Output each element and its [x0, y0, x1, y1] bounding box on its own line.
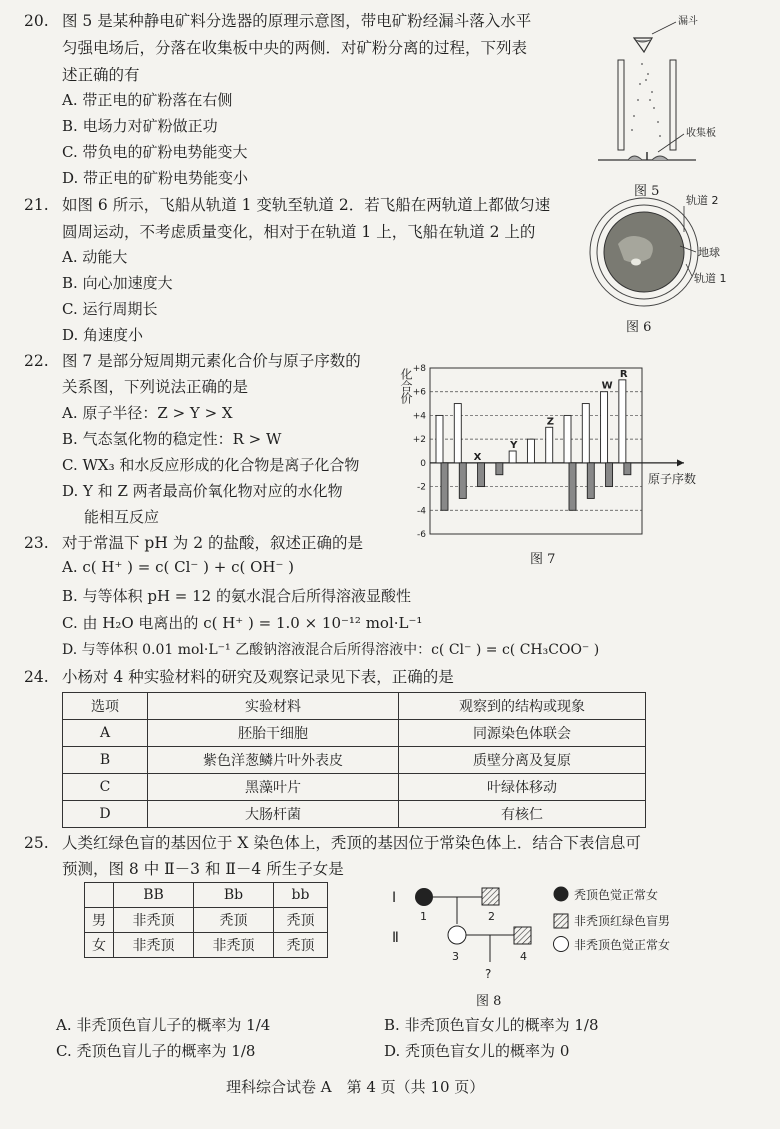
legend-normal-female-icon — [554, 937, 569, 952]
table-header-row: 选项 实验材料 观察到的结构或现象 — [63, 693, 646, 720]
q20-stem-line1: 图 5 是某种静电矿料分选器的原理示意图，带电矿粉经漏斗落入水平 — [62, 12, 532, 30]
q23-option-a[interactable]: A. c( H⁺ ) = c( Cl⁻ ) + c( OH⁻ ) — [62, 558, 295, 576]
q24-stem: 小杨对 4 种实验材料的研究及观察记录见下表，正确的是 — [62, 668, 454, 686]
figure-8-pedigree — [384, 878, 704, 990]
figure-6-orbits — [588, 192, 774, 314]
y-tick-label: -2 — [417, 482, 426, 493]
q20-option-a[interactable]: A. 带正电的矿粉落在右侧 — [62, 91, 233, 109]
positive-bar — [509, 451, 516, 463]
q20-number: 20. — [24, 12, 49, 30]
figure-6-caption: 图 6 — [626, 320, 652, 335]
svg-text:4: 4 — [520, 950, 527, 963]
table-row: C 黑藻叶片 叶绿体移动 — [63, 774, 646, 801]
svg-text:1: 1 — [420, 910, 427, 923]
svg-text:2: 2 — [488, 910, 495, 923]
q24-number: 24. — [24, 668, 49, 686]
q25-stem-line1: 人类红绿色盲的基因位于 X 染色体上，秃顶的基因位于常染色体上．结合下表信息可 — [62, 834, 641, 852]
q21-option-b[interactable]: B. 向心加速度大 — [62, 274, 173, 292]
q24-table — [62, 692, 646, 828]
negative-bar — [459, 463, 466, 499]
y-tick-label: +2 — [412, 435, 426, 446]
q21-option-d[interactable]: D. 角速度小 — [62, 326, 144, 344]
element-label-w: W — [601, 380, 613, 392]
positive-bar — [601, 392, 608, 463]
table-header-row: BB Bb bb — [85, 883, 328, 908]
y-axis-label: 化合价 — [399, 368, 413, 404]
q21-option-c[interactable]: C. 运行周期长 — [62, 300, 158, 318]
plot-frame — [430, 368, 642, 534]
y-tick-label: -4 — [417, 506, 426, 517]
q22-option-d[interactable]: D. Y 和 Z 两者最高价氧化物对应的水化物 — [62, 482, 343, 500]
y-tick-label: +8 — [412, 364, 426, 374]
generation-1-label: Ⅰ — [392, 890, 397, 906]
q21-stem-line2: 圆周运动，不考虑质量变化，相对于在轨道 1 上，飞船在轨道 2 上的 — [62, 223, 536, 241]
legend-item-2: 非秃顶红绿色盲男 — [574, 914, 671, 928]
q25-number: 25. — [24, 834, 49, 852]
figure-7-chart — [392, 360, 722, 542]
figure-6-earth-label: 地球 — [698, 246, 720, 259]
offspring-question: ? — [485, 967, 492, 981]
table-row: A 胚胎干细胞 同源染色体联会 — [63, 720, 646, 747]
table-row: B 紫色洋葱鳞片叶外表皮 质壁分离及复原 — [63, 747, 646, 774]
x-axis-arrow-icon — [677, 459, 684, 466]
element-label-y: Y — [510, 440, 518, 451]
negative-bar — [606, 463, 613, 487]
negative-bar — [441, 463, 448, 510]
positive-bar — [454, 404, 461, 463]
q25-option-c[interactable]: C. 秃顶色盲儿子的概率为 1/8 — [56, 1042, 256, 1060]
element-label-r: R — [619, 368, 628, 380]
element-label-x: X — [473, 451, 482, 463]
svg-text:3: 3 — [452, 950, 459, 963]
colorblind-male-icon-2 — [514, 927, 531, 944]
q23-stem: 对于常温下 pH 为 2 的盐酸，叙述正确的是 — [62, 534, 364, 552]
q20-option-b[interactable]: B. 电场力对矿粉做正功 — [62, 117, 218, 135]
q22-option-c[interactable]: C. WX₃ 和水反应形成的化合物是离子化合物 — [62, 456, 360, 474]
figure-7-caption: 图 7 — [530, 552, 556, 567]
q20-option-d[interactable]: D. 带正电的矿粉电势能变小 — [62, 169, 249, 187]
figure-5-plate-label: 收集板 — [686, 128, 716, 139]
x-axis-label: 原子序数 — [648, 471, 697, 486]
q22-stem-line2: 关系图，下列说法正确的是 — [62, 378, 249, 396]
q25-option-d[interactable]: D. 秃顶色盲女儿的概率为 0 — [384, 1042, 570, 1060]
q25-stem-line2: 预测，图 8 中 Ⅱ－3 和 Ⅱ－4 所生子女是 — [62, 860, 344, 878]
y-tick-label: 0 — [420, 458, 426, 469]
q22-option-d-cont: 能相互反应 — [84, 508, 160, 526]
negative-bar — [569, 463, 576, 510]
element-label-z: Z — [546, 416, 554, 428]
generation-2-label: Ⅱ — [392, 930, 399, 946]
q23-option-c[interactable]: C. 由 H₂O 电离出的 c( H⁺ ) = 1.0 × 10⁻¹² mol·L⁻¹ — [62, 614, 423, 632]
q21-stem-line1: 如图 6 所示，飞船从轨道 1 变轨至轨道 2．若飞船在两轨道上都做匀速 — [62, 196, 551, 214]
figure-6-orbit1-label: 轨道 1 — [694, 272, 727, 285]
q25-genotype-table — [84, 882, 328, 958]
figure-5-caption: 图 5 — [634, 184, 660, 199]
positive-bar — [527, 439, 534, 463]
y-tick-label: -6 — [417, 530, 426, 540]
legend-colorblind-male-icon — [554, 914, 568, 928]
table-row: D 大肠杆菌 有核仁 — [63, 801, 646, 828]
q21-option-a[interactable]: A. 动能大 — [62, 248, 128, 266]
legend-item-3: 非秃顶色觉正常女 — [574, 938, 671, 952]
table-row: 男 非秃顶 秃顶 秃顶 — [85, 908, 328, 933]
table-row: 女 非秃顶 非秃顶 秃顶 — [85, 933, 328, 958]
q23-number: 23. — [24, 534, 49, 552]
y-tick-label: +6 — [412, 387, 426, 398]
q20-stem-line2: 匀强电场后，分落在收集板中央的两侧．对矿粉分离的过程，下列表 — [62, 39, 528, 57]
q20-option-c[interactable]: C. 带负电的矿粉电势能变大 — [62, 143, 248, 161]
page-footer: 理科综合试卷 A 第 4 页（共 10 页） — [226, 1078, 485, 1096]
figure-8-caption: 图 8 — [476, 994, 502, 1009]
positive-bar — [564, 415, 571, 462]
q20-stem-line3: 述正确的有 — [62, 66, 140, 84]
negative-bar — [624, 463, 631, 475]
positive-bar — [546, 427, 553, 463]
figure-5-separator — [592, 4, 772, 164]
q22-option-a[interactable]: A. 原子半径：Z > Y > X — [62, 404, 233, 422]
q22-option-b[interactable]: B. 气态氢化物的稳定性：R > W — [62, 430, 282, 448]
q25-option-a[interactable]: A. 非秃顶色盲儿子的概率为 1/4 — [56, 1016, 271, 1034]
negative-bar — [587, 463, 594, 499]
q21-number: 21. — [24, 196, 49, 214]
negative-bar — [478, 463, 485, 487]
negative-bar — [496, 463, 503, 475]
y-tick-label: +4 — [412, 411, 426, 422]
q23-option-b[interactable]: B. 与等体积 pH = 12 的氨水混合后所得溶液显酸性 — [62, 587, 411, 605]
q23-option-d[interactable]: D. 与等体积 0.01 mol·L⁻¹ 乙酸钠溶液混合后所得溶液中：c( Cl⁻ ) = c( CH₃COO⁻ ) — [62, 642, 600, 658]
legend-bald-female-icon — [554, 887, 569, 902]
q22-number: 22. — [24, 352, 49, 370]
figure-5-funnel-label: 漏斗 — [678, 16, 698, 27]
q22-stem-line1: 图 7 是部分短周期元素化合价与原子序数的 — [62, 352, 361, 370]
figure-6-orbit2-label: 轨道 2 — [686, 194, 719, 207]
q25-option-b[interactable]: B. 非秃顶色盲女儿的概率为 1/8 — [384, 1016, 599, 1034]
bald-female-icon — [415, 888, 433, 906]
positive-bar — [582, 404, 589, 463]
colorblind-male-icon — [482, 888, 499, 905]
positive-bar — [436, 415, 443, 462]
legend-item-1: 秃顶色觉正常女 — [574, 888, 659, 902]
positive-bar — [619, 380, 626, 463]
normal-female-icon — [448, 926, 466, 944]
